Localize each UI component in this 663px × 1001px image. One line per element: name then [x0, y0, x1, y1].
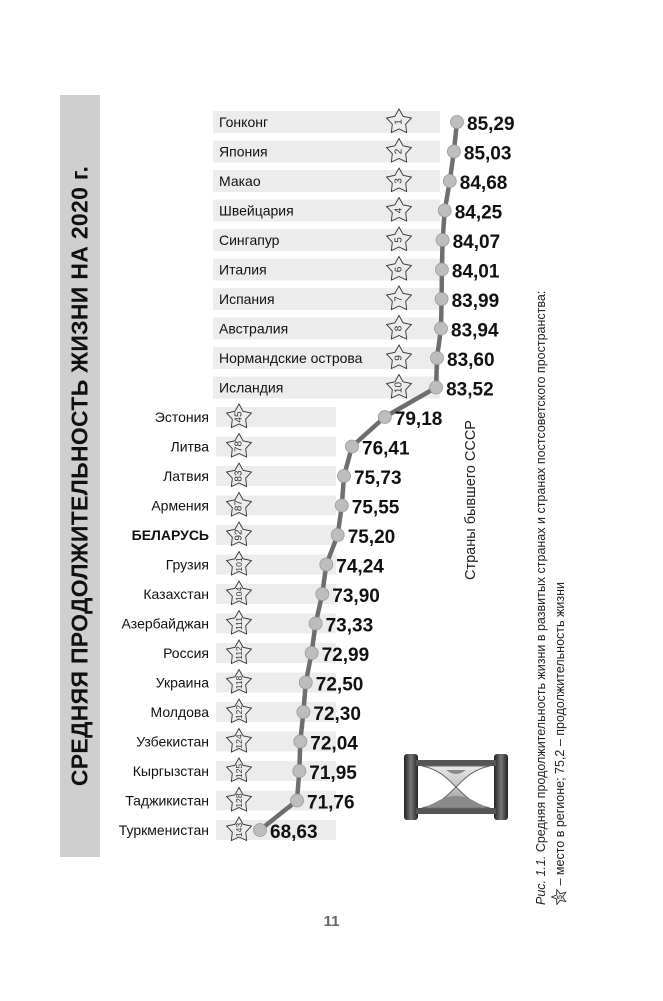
- country-label: Швейцария: [219, 202, 294, 219]
- value-label: 83,94: [451, 320, 499, 342]
- value-label: 72,30: [313, 704, 361, 725]
- data-point: [297, 706, 310, 719]
- data-point: [294, 735, 307, 748]
- rank-label: 5: [393, 237, 405, 243]
- country-label: Кыргызстан: [132, 763, 209, 779]
- value-label: 71,95: [309, 763, 357, 784]
- country-label: Латвия: [163, 468, 209, 484]
- data-point: [335, 499, 348, 512]
- rank-label: 111: [234, 617, 244, 630]
- legend-star-rank: 5: [556, 895, 564, 899]
- rank-label: 9: [393, 355, 405, 361]
- rank-label: 45: [233, 411, 245, 423]
- data-point: [451, 116, 464, 129]
- value-label: 68,63: [270, 822, 318, 843]
- data-point: [320, 558, 333, 571]
- figure-caption-line-1: [534, 291, 548, 905]
- country-label: Украина: [155, 674, 209, 691]
- country-label: Эстония: [154, 409, 209, 425]
- value-label: 74,24: [336, 556, 384, 578]
- rank-label: 2: [393, 148, 405, 155]
- data-point: [447, 145, 460, 158]
- figure-caption-legend: – место в регионе; 75,2 – продолжительность жизни: [552, 582, 567, 889]
- value-label: 83,52: [446, 379, 494, 401]
- country-label: Россия: [163, 645, 209, 661]
- value-label: 72,50: [315, 674, 364, 696]
- country-label: Италия: [219, 261, 267, 278]
- country-label: Туркменистан: [118, 822, 209, 838]
- data-point: [438, 204, 451, 217]
- rank-label: 8: [393, 325, 405, 332]
- country-label: Грузия: [165, 556, 209, 573]
- rank-label: 10: [393, 381, 405, 394]
- data-point: [331, 529, 344, 542]
- value-label: 83,60: [447, 350, 495, 371]
- data-point: [430, 381, 443, 394]
- country-label: Таджикистан: [125, 792, 209, 809]
- country-label: Испания: [219, 291, 275, 307]
- country-label: Макао: [219, 173, 261, 189]
- data-point: [293, 765, 306, 778]
- data-point: [309, 617, 322, 630]
- rank-label: 124: [234, 734, 244, 749]
- country-label: Молдова: [150, 704, 209, 720]
- chart-title: СРЕДНЯЯ ПРОДОЛЖИТЕЛЬНОСТЬ ЖИЗНИ НА 2020 г.: [66, 165, 93, 787]
- legend-star-icon: [551, 889, 570, 905]
- value-label: 75,73: [354, 468, 402, 489]
- value-label: 84,07: [452, 232, 501, 253]
- data-point: [378, 411, 391, 424]
- country-label: Литва: [170, 438, 209, 455]
- value-label: 72,04: [310, 733, 358, 755]
- value-label: 75,55: [351, 497, 400, 519]
- rank-label: 118: [234, 675, 244, 690]
- rank-label: 122: [234, 704, 244, 720]
- data-point: [316, 588, 329, 601]
- country-label: Азербайджан: [121, 615, 209, 632]
- value-label: 84,01: [451, 261, 500, 283]
- value-label: 73,90: [332, 586, 380, 607]
- value-label: 83,99: [451, 291, 500, 312]
- country-label: Сингапур: [219, 232, 280, 248]
- rank-label: 87: [233, 499, 245, 512]
- rank-label: 92: [233, 529, 245, 541]
- country-label: Австралия: [219, 320, 289, 337]
- value-label: 84,25: [454, 202, 503, 224]
- rank-label: 112: [234, 646, 244, 660]
- rank-label: 78: [233, 440, 245, 453]
- value-label: 76,41: [362, 438, 410, 460]
- data-point: [435, 322, 448, 335]
- data-point: [338, 470, 351, 483]
- figure-caption-prefix: Рис. 1.1.: [534, 855, 548, 905]
- data-point: [299, 676, 312, 689]
- figure-caption-text: Средняя продолжительность жизни в развитых странах и странах постсоветского пространства:: [534, 290, 548, 856]
- country-label: БЕЛАРУСЬ: [131, 527, 209, 543]
- value-label: 79,18: [394, 409, 443, 430]
- country-label: Гонконг: [219, 114, 269, 130]
- value-label: 75,20: [347, 527, 396, 548]
- rank-label: 6: [393, 266, 405, 273]
- data-point: [346, 440, 359, 453]
- hourglass-icon: [402, 752, 510, 822]
- rank-label: 104: [234, 586, 244, 602]
- country-label: Япония: [219, 143, 268, 160]
- rank-label: 83: [233, 470, 245, 482]
- value-label: 85,03: [463, 143, 512, 165]
- figure-caption-line-2: [551, 582, 570, 905]
- ussr-group-label: Страны бывшего СССР: [463, 420, 479, 580]
- value-label: 71,76: [307, 792, 355, 814]
- data-point: [443, 175, 456, 188]
- rank-label: 128: [234, 793, 244, 808]
- rank-label: 143: [234, 822, 244, 838]
- data-point: [431, 352, 444, 365]
- country-label: Армения: [151, 497, 209, 514]
- rank-label: 1: [393, 119, 405, 125]
- data-point: [435, 263, 448, 276]
- data-point: [254, 824, 267, 837]
- value-label: 73,33: [325, 615, 374, 637]
- page-number: 11: [323, 913, 340, 930]
- data-point: [436, 234, 449, 247]
- country-label: Узбекистан: [136, 733, 209, 750]
- rank-label: 3: [393, 178, 405, 184]
- rank-label: 7: [393, 296, 405, 302]
- value-label: 72,99: [321, 645, 370, 666]
- data-point: [435, 293, 448, 306]
- data-point: [305, 647, 318, 660]
- value-label: 84,68: [459, 173, 508, 194]
- data-point: [291, 794, 304, 807]
- country-label: Казахстан: [143, 586, 209, 602]
- rank-label: 101: [234, 557, 244, 572]
- country-label: Исландия: [219, 379, 284, 396]
- rank-label: 125: [234, 763, 244, 779]
- rank-label: 4: [393, 207, 405, 214]
- country-label: Нормандские острова: [219, 350, 363, 366]
- value-label: 85,29: [467, 114, 515, 135]
